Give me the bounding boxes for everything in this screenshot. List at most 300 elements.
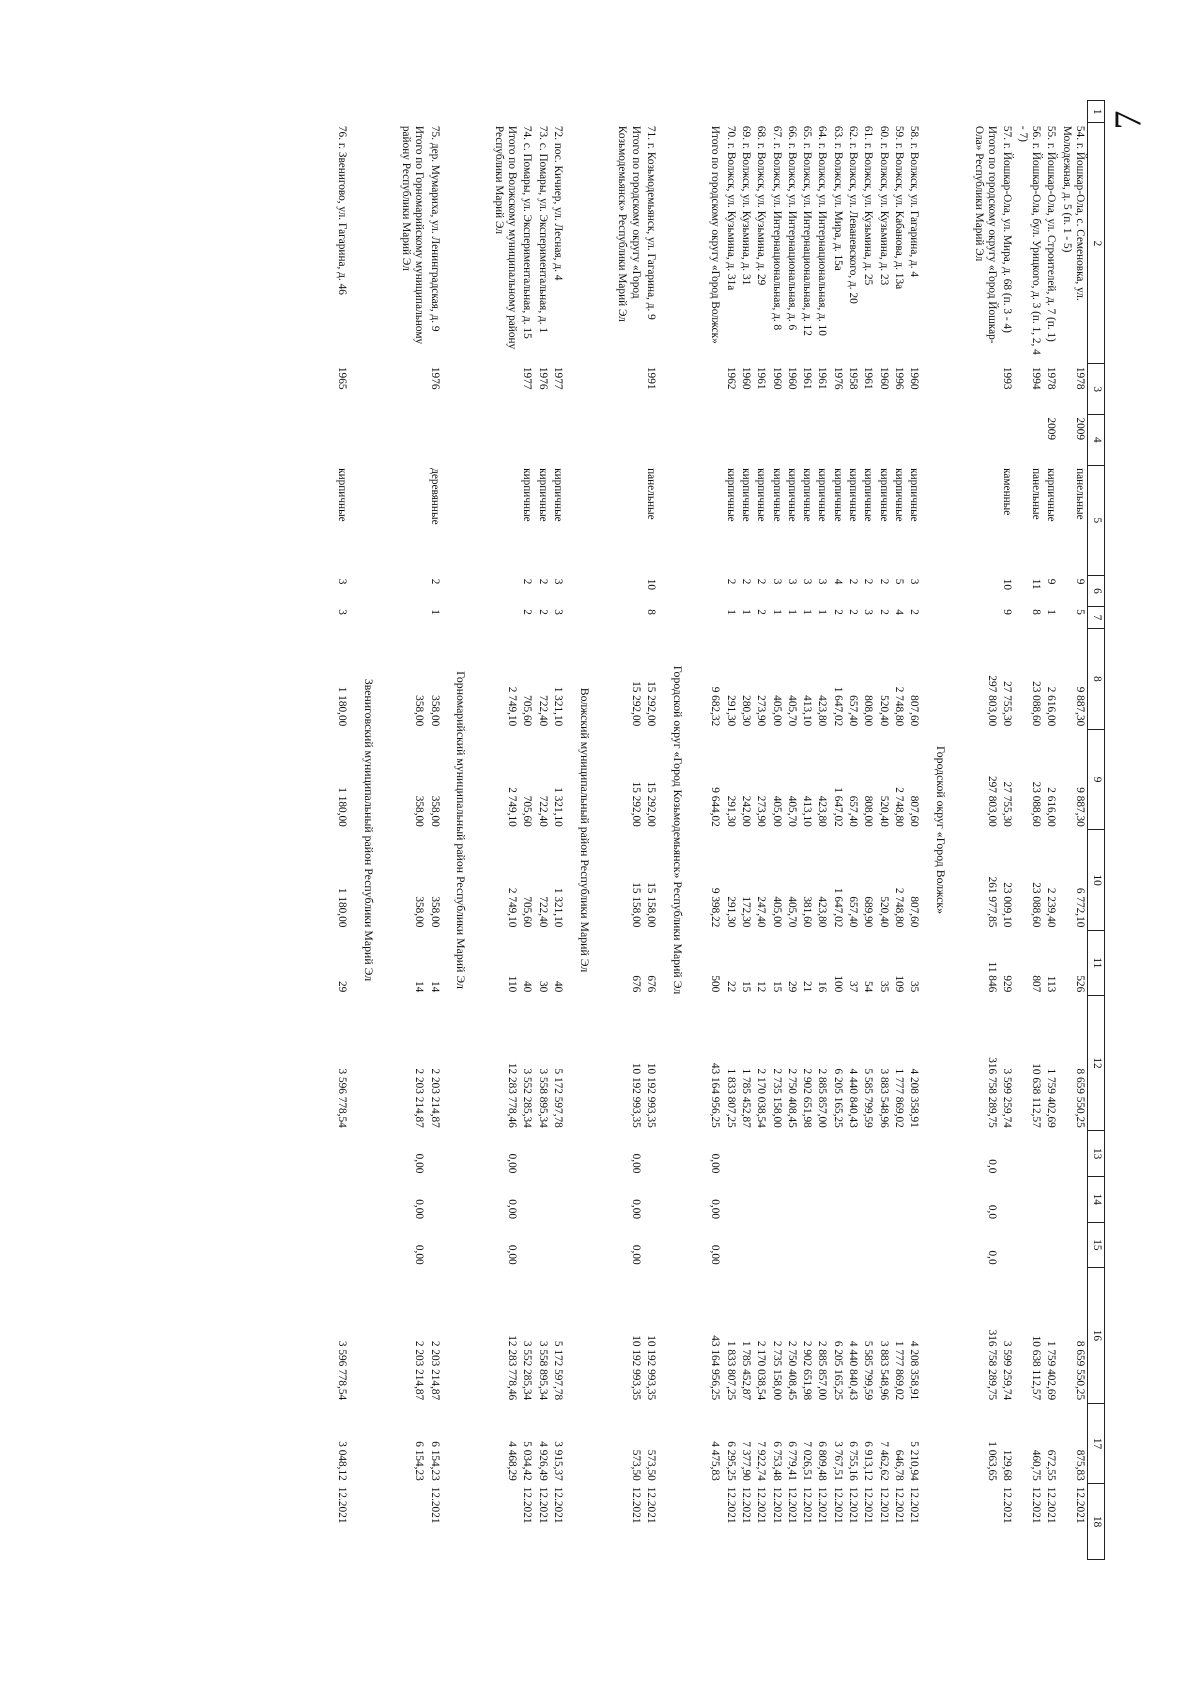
cell-c7: 3 [552,609,565,615]
cell-c16: 2 750 408,45 [785,1340,798,1401]
cell-c3 [605,364,643,415]
cell-c3: 1996 [893,366,906,390]
cell-c11: 30 [536,980,549,993]
cell-c6: 3 [785,578,798,585]
cell-c2: 70. г. Волжск, ул. Кузьмина, д. 31а [724,125,737,291]
cell-c8: 1 321,10 [552,686,565,727]
cell-c15 [1043,1222,1058,1268]
cell-c12: 2 735 158,00 [770,1068,783,1128]
cell-c16: 3 883 548,96 [877,1340,890,1401]
cell-c8: 705,60 [521,695,534,727]
cell-c4 [389,414,427,465]
cell-c7 [605,606,643,628]
cell-c9: 291,30 [724,795,737,827]
table-row [722,101,737,1560]
cell-c14 [768,1176,783,1222]
cell-c17: 5 034,42 [521,1441,534,1481]
cell-c11: 14 [428,980,441,993]
cell-c7: 2 [831,609,844,615]
rotated-table-container [210,100,1105,1560]
cell-c16: 2 170 038,54 [755,1340,768,1401]
cell-c10: 6 772,10 [1074,887,1086,928]
cell-c15 [426,1222,441,1268]
cell-c6: 2 [877,578,890,585]
total-row [389,101,427,1560]
table-row [860,101,875,1560]
cell-col-1 [814,101,829,123]
cell-c2: 73. с. Помары, ул. Экспериментальная, д. 1 [536,125,549,334]
cell-c10: 247,40 [755,896,768,928]
cell-c10: 358,00 [428,896,441,928]
section-title: Звениговский муниципальный район Республики Марий Эл [361,678,376,982]
table-row [875,101,890,1560]
cell-c7: 8 [644,609,657,615]
cell-c9: 15 292,00 [629,781,642,827]
cell-c12: 10 638 112,57 [1030,1063,1043,1128]
cell-c10: 689,90 [862,896,875,928]
cell-c16: 3 558 895,34 [536,1340,549,1401]
cell-c6: 3 [801,578,814,585]
cell-col-1 [519,101,534,123]
cell-c7 [698,606,722,628]
cell-c5 [605,465,643,576]
cell-c14: 0,00 [709,1199,722,1220]
cell-c15 [799,1222,814,1268]
cell-c13 [1014,1131,1043,1177]
cell-c4 [333,414,348,465]
cell-c10: 405,70 [785,896,798,928]
cell-c5: кирпичные [521,468,534,522]
cell-c9: 1 180,00 [335,787,348,827]
cell-c4 [643,414,658,465]
cell-c7: 1 [739,609,752,615]
cell-c16: 1 833 807,25 [724,1340,737,1401]
table-row [1043,101,1058,1560]
cell-c2: 57. г. Йошкар-Ола, ул. Мира, д. 68 (п. 3 - 4) [1001,125,1014,333]
cell-c12: 1 785 452,87 [739,1068,752,1128]
column-header-1: 1 [1088,101,1105,123]
column-header-4: 4 [1088,414,1105,465]
cell-c7: 1 [785,609,798,615]
cell-c13: 0,00 [629,1153,642,1174]
cell-c5 [698,465,722,576]
section-title: Горномарийский муниципальный район Республики Марий Эл [454,671,469,989]
cell-c14 [875,1176,890,1222]
cell-c16: 3 599 259,74 [1001,1340,1014,1401]
cell-c4 [534,414,549,465]
cell-col-1 [333,101,348,123]
cell-c9: 2 616,00 [1045,787,1058,827]
cell-c10: 1 180,00 [335,887,348,928]
cell-c18: 12.2021 [862,1486,875,1524]
cell-c11: 35 [908,980,921,993]
cell-c4 [550,414,565,465]
cell-c16: 2 735 158,00 [770,1340,783,1401]
cell-c6: 2 [724,578,737,585]
cell-c15 [999,1222,1014,1268]
table-row [814,101,829,1560]
cell-col-1 [784,101,799,123]
cell-c5: кирпичные [335,468,348,522]
cell-c6 [961,576,999,607]
table-row [768,101,783,1560]
cell-col-1 [891,101,906,123]
cell-col-1 [643,101,658,123]
cell-c7: 1 [1045,609,1058,615]
cell-c8: 358,00 [428,695,441,727]
cell-c18 [481,1484,519,1560]
cell-c2: 68. г. Волжск, ул. Кузьмина, д. 29 [755,125,768,286]
cell-c3: 1965 [335,366,348,390]
cell-col-1 [1058,101,1087,123]
cell-c11: 29 [785,980,798,993]
cell-c12: 5 172 597,78 [552,1068,565,1128]
cell-c14: 0,0 [986,1204,999,1220]
column-header-7: 7 [1088,606,1105,628]
cell-c16: 43 164 956,25 [709,1335,722,1401]
cell-c13 [799,1131,814,1177]
cell-c13 [534,1131,549,1177]
cell-c14 [722,1176,737,1222]
cell-c13: 0,00 [709,1153,722,1174]
cell-c13: 0,00 [506,1153,519,1174]
cell-c4 [481,414,519,465]
cell-col-1 [961,101,999,123]
cell-c6: 3 [552,578,565,585]
cell-c17: 7 922,74 [755,1441,768,1481]
cell-c17: 6 779,41 [785,1441,798,1481]
cell-c5: кирпичные [831,468,844,522]
cell-c14 [891,1176,906,1222]
cell-c3: 1961 [801,366,814,390]
cell-c18: 12.2021 [644,1486,657,1524]
cell-c4 [814,414,829,465]
cell-c16: 3 552 285,34 [521,1340,534,1401]
cell-c12: 316 758 289,75 [986,1057,999,1128]
cell-c17: 6 154,23 [413,1441,426,1481]
cell-c11: 109 [893,975,906,993]
cell-c10: 520,40 [877,896,890,928]
cell-c15 [784,1222,799,1268]
cell-c2: Итого по Волжскому муниципальному району Республики Марий Эл [492,125,519,350]
cell-col-1 [605,101,643,123]
cell-c15 [768,1222,783,1268]
cell-c7: 2 [536,609,549,615]
cell-c18: 12.2021 [521,1486,534,1524]
cell-c9: 23 088,60 [1030,781,1043,827]
cell-c8: 27 755,30 [1001,681,1014,727]
cell-c10: 172,30 [739,896,752,928]
cell-c17: 4 475,83 [709,1441,722,1481]
cell-c11: 676 [629,975,642,993]
cell-c2: 71. г. Козьмодемьянск, ул. Гагарина, д. 9 [644,125,657,320]
cell-c6 [389,576,427,607]
cell-c17: 3 048,12 [335,1441,348,1481]
cell-c15 [722,1222,737,1268]
cell-col-1 [738,101,753,123]
cell-c9: 297 803,00 [986,775,999,827]
cell-c5: панельные [1074,468,1086,520]
cell-c11: 40 [521,980,534,993]
total-row [605,101,643,1560]
cell-c11: 15 [770,980,783,993]
cell-c2: 67. г. Волжск, ул. Интернациональная, д. 8 [770,125,783,331]
table-row [738,101,753,1560]
cell-c3: 1977 [521,366,534,390]
cell-c9: 358,00 [428,795,441,827]
cell-c17: 3 767,51 [831,1441,844,1481]
cell-c5: деревянные [428,468,441,525]
cell-c7 [961,606,999,628]
cell-c10: 2 239,40 [1045,887,1058,928]
cell-c5: кирпичные [552,468,565,522]
cell-c12: 3 552 285,34 [521,1068,534,1128]
cell-c11: 37 [847,980,860,993]
table-row [830,101,845,1560]
cell-c16: 4 208 358,91 [908,1340,921,1401]
cell-c6: 3 [770,578,783,585]
section-title-row [921,101,961,1560]
cell-c17: 573,50 [644,1449,657,1481]
cell-c8: 1 647,02 [831,686,844,727]
cell-c11: 929 [1001,975,1014,993]
cell-c14 [534,1176,549,1222]
cell-c6: 2 [847,578,860,585]
cell-col-1 [830,101,845,123]
cell-c17: 875,83 [1074,1449,1086,1481]
cell-c8: 9 887,30 [1074,686,1086,727]
table-row [891,101,906,1560]
cell-c10: 1 321,10 [552,887,565,928]
cell-c16: 316 758 289,75 [986,1329,999,1401]
cell-c10: 405,00 [770,896,783,928]
cell-c16: 2 885 857,00 [816,1340,829,1401]
cell-col-1 [860,101,875,123]
cell-c16: 10 192 993,35 [629,1335,642,1401]
cell-c5: панельные [1030,468,1043,520]
cell-c15: 0,00 [506,1244,519,1265]
column-header-5: 5 [1088,465,1105,576]
cell-c13 [426,1131,441,1177]
cell-c10: 291,30 [724,896,737,928]
column-header-8: 8 [1088,629,1105,730]
cell-c6: 9 [1045,578,1058,585]
cell-c12: 10 192 993,35 [629,1062,642,1128]
cell-c6: 10 [644,578,657,590]
cell-c17: 6 809,48 [816,1441,829,1481]
cell-c18: 12.2021 [816,1486,829,1524]
cell-c15 [875,1222,890,1268]
column-header-13: 13 [1088,1131,1105,1177]
cell-c15 [753,1222,768,1268]
cell-c12: 4 440 840,43 [847,1068,860,1128]
cell-c3 [698,364,722,415]
cell-c5 [481,465,519,576]
cell-c2: 76. г. Звенигово, ул. Гагарина, д. 46 [335,125,348,295]
cell-c15 [534,1222,549,1268]
cell-c8: 405,70 [785,695,798,727]
cell-c11: 22 [724,980,737,993]
cell-c9: 413,10 [801,795,814,827]
cell-c17: 646,78 [893,1449,906,1481]
cell-c3: 1994 [1030,366,1043,390]
cell-c16: 8 659 550,25 [1074,1340,1086,1401]
cell-c12: 4 208 358,91 [908,1068,921,1128]
cell-c8: 273,90 [755,695,768,727]
cell-c15 [845,1222,860,1268]
cell-c9: 808,00 [862,795,875,827]
cell-c13 [1058,1131,1087,1177]
table-row [845,101,860,1560]
cell-c18 [389,1484,427,1560]
cell-c7: 5 [1074,609,1086,615]
cell-c8: 405,00 [770,695,783,727]
section-title-row [349,101,389,1560]
cell-c5: кирпичные [755,468,768,522]
cell-c10: 722,40 [536,896,549,928]
section-title-row [442,101,482,1560]
cell-c5: кирпичные [816,468,829,522]
cell-c5: кирпичные [536,468,549,522]
cell-c3: 1960 [877,366,890,390]
cell-c9: 807,60 [908,795,921,827]
cell-c2: 62. г. Волжск, ул. Леваневского, д. 20 [847,125,860,304]
cell-c15 [814,1222,829,1268]
cell-c8: 280,30 [739,695,752,727]
cell-c3: 1958 [847,366,860,390]
cell-c2: Итого по городскому округу «Город Козьмодемьянск» Республики Марий Эл [616,125,642,322]
cell-col-1 [550,101,565,123]
cell-c8: 2 749,10 [506,686,519,727]
cell-c4 [860,414,875,465]
cell-c3: 1976 [536,366,549,390]
cell-c13: 0,0 [986,1159,999,1174]
cell-c10: 657,40 [847,896,860,928]
cell-col-1 [999,101,1014,123]
table-row [643,101,658,1560]
cell-c10: 15 158,00 [629,882,642,928]
cell-c13 [906,1131,921,1177]
cell-c17: 7 462,62 [877,1441,890,1481]
cell-c9: 1 321,10 [552,787,565,827]
cell-c9: 9 887,30 [1074,787,1086,827]
cell-c6: 11 [1030,578,1043,590]
cell-c15 [860,1222,875,1268]
cell-c13 [860,1131,875,1177]
cell-c8: 2 616,00 [1045,686,1058,727]
cell-c7: 1 [724,609,737,615]
cell-c18: 12.2021 [785,1486,798,1524]
cell-c4 [698,414,722,465]
cell-c3: 1976 [428,366,441,390]
cell-c6 [481,576,519,607]
cell-c5: кирпичные [847,468,860,522]
cell-c5: кирпичные [877,468,890,522]
cell-c12: 2 902 651,98 [801,1068,814,1128]
column-number-header-row [1088,101,1105,1560]
cell-c3 [389,364,427,415]
cell-c16: 2 203 214,87 [413,1340,426,1401]
cell-c10: 2 749,10 [506,887,519,928]
cell-c12: 6 205 165,25 [831,1068,844,1128]
cell-c6: 2 [521,578,534,585]
cell-c13 [643,1131,658,1177]
section-title-row [658,101,698,1560]
cell-c2: 60. г. Волжск, ул. Кузьмина, д. 23 [877,125,890,286]
cell-c9: 358,00 [413,795,426,827]
cell-col-1 [1043,101,1058,123]
cell-c3: 1993 [1001,366,1014,390]
cell-c3: 1960 [785,366,798,390]
table-row [519,101,534,1560]
cell-c2: 63. г. Волжск, ул. Мира, д. 15а [831,125,844,271]
cell-c12: 3 883 548,96 [877,1068,890,1128]
cell-c10: 2 748,80 [893,887,906,928]
cell-c13 [1043,1131,1058,1177]
cell-c14: 0,00 [413,1199,426,1220]
cell-c15 [643,1222,658,1268]
cell-col-1 [753,101,768,123]
cell-c11: 35 [877,980,890,993]
cell-c8: 358,00 [413,695,426,727]
cell-c15: 0,00 [413,1244,426,1265]
cell-c2: Итого по городскому округу «Город Волжск» [709,125,722,344]
cell-c16: 10 192 993,35 [644,1335,657,1401]
total-row [481,101,519,1560]
cell-c11: 14 [413,980,426,993]
cell-c14 [1014,1176,1043,1222]
cell-c12: 2 203 214,87 [428,1068,441,1128]
cell-c7 [389,606,427,628]
cell-c8: 807,60 [908,695,921,727]
cell-c6: 10 [1001,578,1014,590]
cell-c18: 12.2021 [1030,1486,1043,1524]
cell-c13 [999,1131,1014,1177]
cell-c16: 3 596 778,54 [335,1340,348,1401]
cell-c17: 672,55 [1045,1449,1058,1481]
cell-c2: 54. г. Йошкар-Ола, с. Семеновка, ул. Молодежная, д. 5 (п. 1 - 5) [1060,125,1086,301]
cell-c3: 1977 [552,366,565,390]
cell-c8: 15 292,00 [629,681,642,727]
cell-c5: кирпичные [801,468,814,522]
cell-c4 [875,414,890,465]
cell-c18: 12.2021 [770,1486,783,1524]
cell-c14 [799,1176,814,1222]
cell-c14: 0,00 [506,1199,519,1220]
cell-c8: 15 292,00 [644,681,657,727]
column-header-14: 14 [1088,1176,1105,1222]
cell-c6: 9 [1074,578,1086,585]
cell-c17: 460,75 [1030,1449,1043,1481]
cell-c2: 74. с. Помары, ул. Экспериментальная, д. 15 [521,125,534,339]
cell-c13 [333,1131,348,1177]
cell-c9: 405,70 [785,795,798,827]
cell-c14 [1058,1176,1087,1222]
cell-c4 [426,414,441,465]
cell-c10: 358,00 [413,896,426,928]
cell-c15 [333,1222,348,1268]
cell-c15 [550,1222,565,1268]
cell-c18: 12.2021 [724,1486,737,1524]
cell-c9: 242,00 [739,795,752,827]
cell-col-1 [906,101,921,123]
cell-c5: каменные [1001,468,1014,516]
cell-c11: 676 [644,975,657,993]
cell-c4 [722,414,737,465]
cell-c16: 5 585 799,59 [862,1340,875,1401]
cell-c18: 12.2021 [831,1486,844,1524]
cell-c15 [906,1222,921,1268]
